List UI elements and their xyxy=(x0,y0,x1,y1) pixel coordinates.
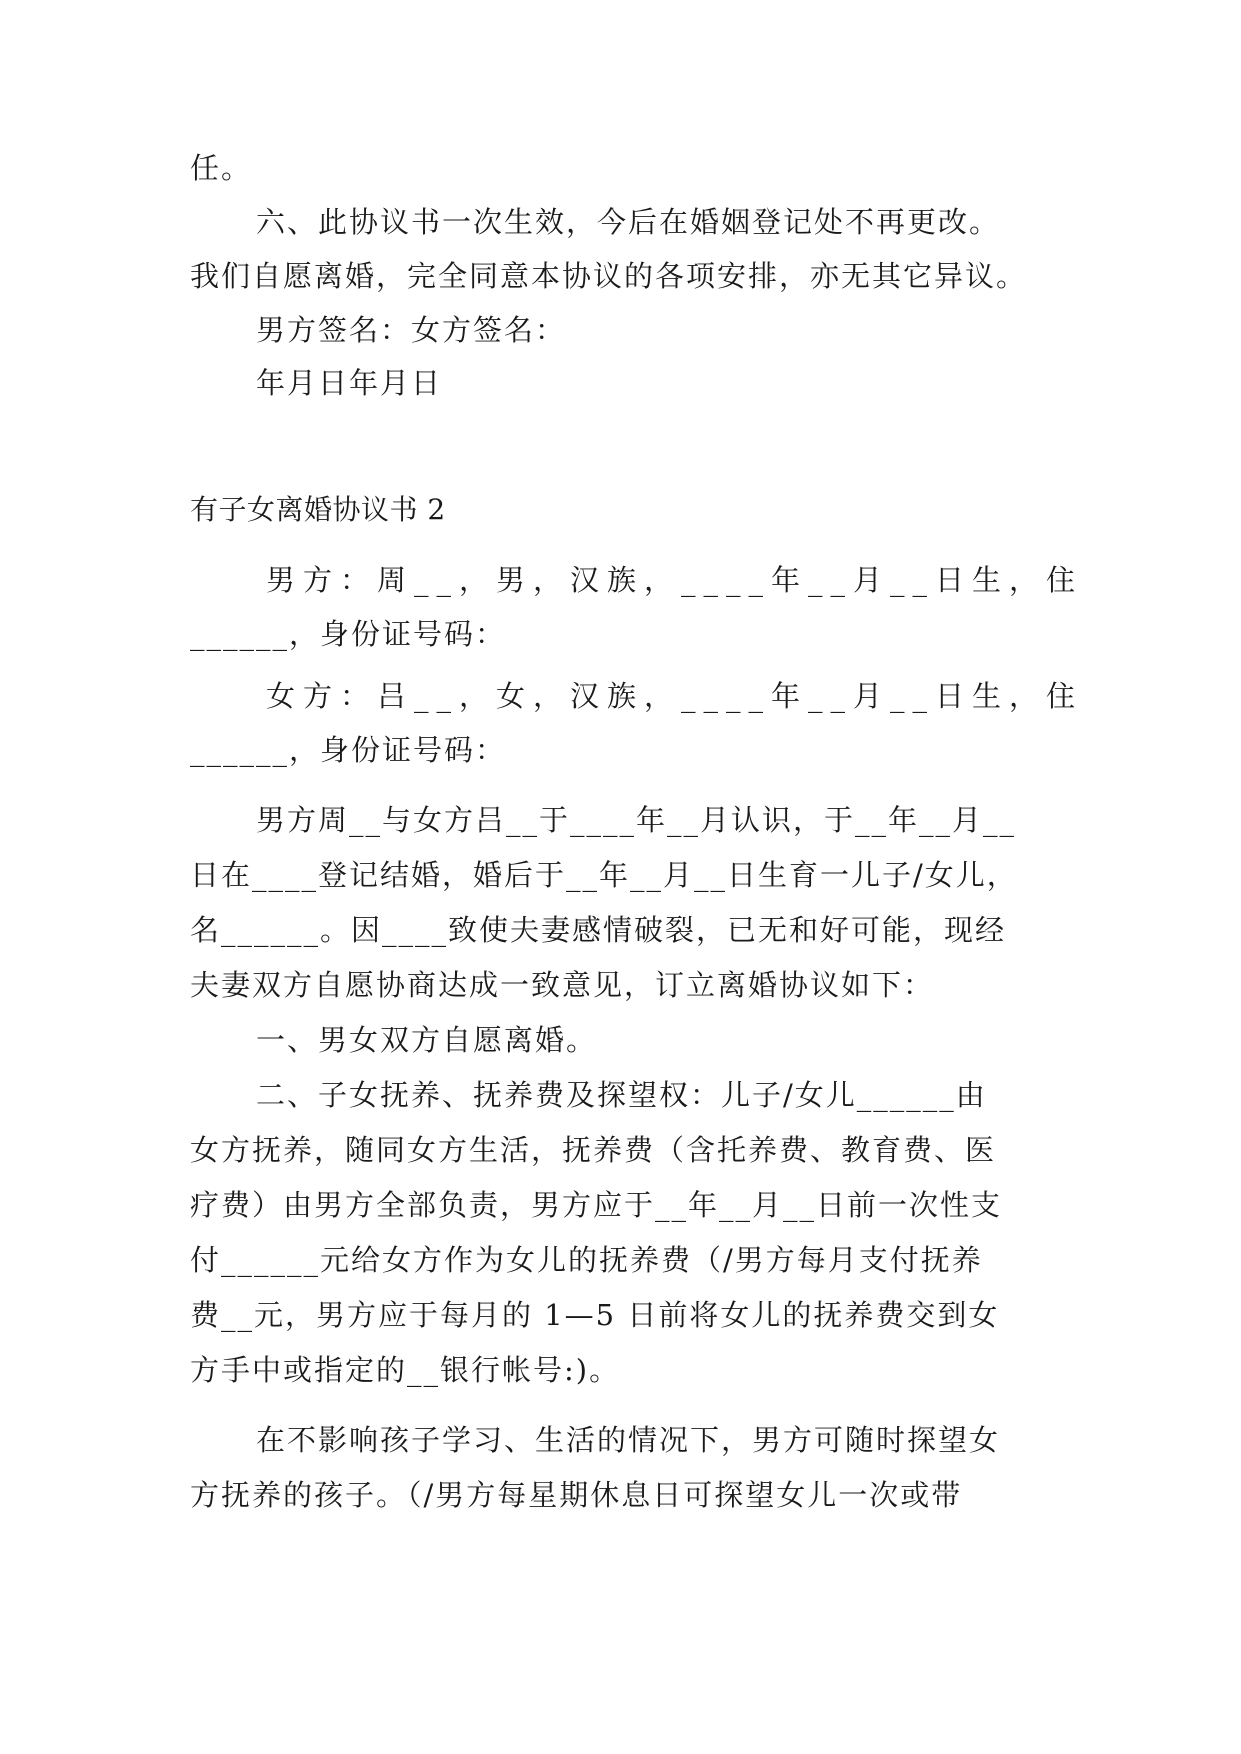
text-line: 女方：吕__，女，汉族，____年__月__日生，住 xyxy=(266,679,1084,713)
date-line: 年月日年月日 xyxy=(256,366,443,400)
text-line: 男方：周__，男，汉族，____年__月__日生，住 xyxy=(266,563,1084,597)
text-line: 六、此协议书一次生效，今后在婚姻登记处不再更改。 xyxy=(256,205,1001,239)
text-line: 疗费）由男方全部负责，男方应于__年__月__日前一次性支 xyxy=(190,1188,1003,1222)
text-line: 费__元，男方应于每月的 1—5 日前将女儿的抚养费交到女 xyxy=(190,1298,1000,1332)
text-line: 夫妻双方自愿协商达成一致意见，订立离婚协议如下： xyxy=(190,968,935,1002)
text-line: 付______元给女方作为女儿的抚养费（/男方每月支付抚养 xyxy=(190,1243,983,1277)
text-line: 方抚养的孩子。（/男方每星期休息日可探望女儿一次或带 xyxy=(190,1478,963,1512)
text-line: 一、男女双方自愿离婚。 xyxy=(256,1023,598,1057)
text-line: 女方抚养，随同女方生活，抚养费（含托养费、教育费、医 xyxy=(190,1133,997,1167)
text-line: 日在____登记结婚，婚后于__年__月__日生育一儿子/女儿， xyxy=(190,858,1018,892)
text-line: 名______。因____致使夫妻感情破裂，已无和好可能，现经 xyxy=(190,913,1007,947)
text-line: 男方周__与女方吕__于____年__月认识，于__年__月__ xyxy=(256,803,1017,837)
text-line: 我们自愿离婚，完全同意本协议的各项安排，亦无其它异议。 xyxy=(190,259,1028,293)
text-line: ______，身份证号码： xyxy=(190,617,507,651)
text-line: ______，身份证号码： xyxy=(190,733,507,767)
text-line: 在不影响孩子学习、生活的情况下，男方可随时探望女 xyxy=(256,1423,1001,1457)
text-line: 二、子女抚养、抚养费及探望权：儿子/女儿______由 xyxy=(256,1078,987,1112)
section-title: 有子女离婚协议书 2 xyxy=(190,493,446,526)
signature-line: 男方签名：女方签名： xyxy=(256,313,567,347)
text-line: 任。 xyxy=(190,151,253,185)
text-line: 方手中或指定的__银行帐号:)。 xyxy=(190,1353,621,1387)
